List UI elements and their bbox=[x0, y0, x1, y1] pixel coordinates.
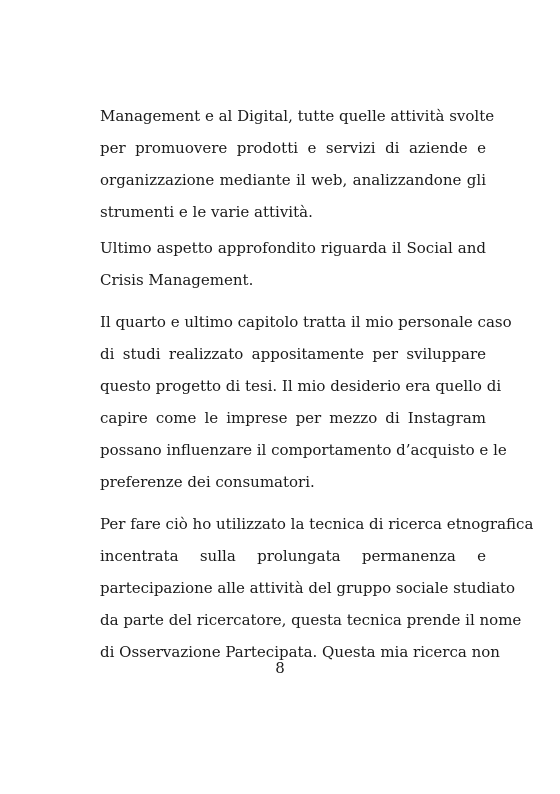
text-line: capire come le imprese per mezzo di Instagram bbox=[100, 409, 486, 427]
text-line: Il quarto e ultimo capitolo tratta il mio personale caso bbox=[100, 313, 512, 331]
text-line: incentrata sulla prolungata permanenza e bbox=[100, 547, 486, 565]
text-line: da parte del ricercatore, questa tecnica prende il nome bbox=[100, 611, 522, 629]
paragraph-2 bbox=[100, 232, 486, 296]
text-line: organizzazione mediante il web, analizzandone gli bbox=[100, 171, 486, 189]
text-line: questo progetto di tesi. Il mio desiderio era quello di bbox=[100, 377, 502, 395]
document-body bbox=[100, 100, 534, 674]
text-line: partecipazione alle attività del gruppo sociale studiato bbox=[100, 579, 515, 597]
text-line: Per fare ciò ho utilizzato la tecnica di ricerca etnografica bbox=[100, 515, 534, 533]
text-line: di Osservazione Partecipata. Questa mia ricerca non bbox=[100, 643, 500, 661]
text-line: di studi realizzato appositamente per sviluppare bbox=[100, 345, 486, 363]
text-line: Management e al Digital, tutte quelle attività svolte bbox=[100, 107, 495, 125]
paragraph-3 bbox=[100, 306, 512, 498]
text-line: Ultimo aspetto approfondito riguarda il Social and bbox=[100, 239, 486, 257]
page-number: 8 bbox=[275, 659, 285, 677]
text-line: Crisis Management. bbox=[100, 271, 254, 289]
paragraph-4 bbox=[100, 508, 534, 668]
text-line: per promuovere prodotti e servizi di aziende e bbox=[100, 139, 486, 157]
paragraph-1 bbox=[100, 100, 495, 228]
text-line: strumenti e le varie attività. bbox=[100, 203, 313, 221]
text-line: possano influenzare il comportamento d’acquisto e le bbox=[100, 441, 507, 459]
text-line: preferenze dei consumatori. bbox=[100, 473, 315, 491]
